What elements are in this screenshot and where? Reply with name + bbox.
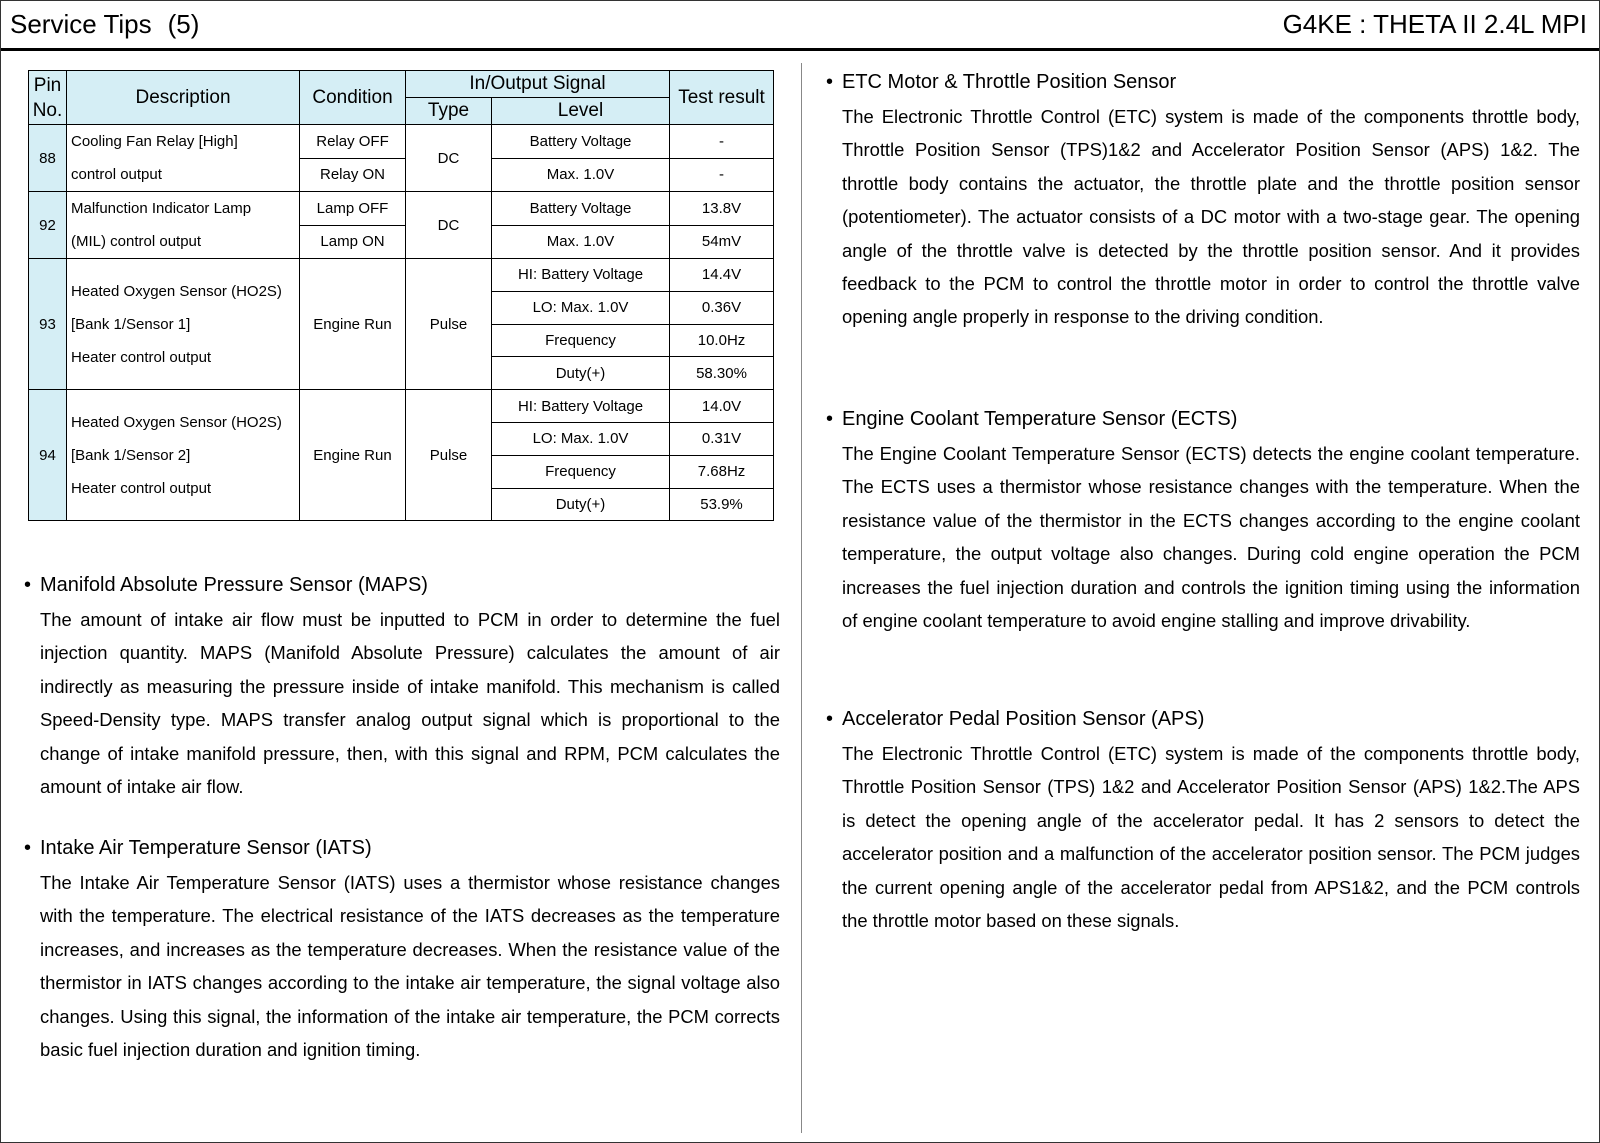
page-header: [1, 1, 1599, 51]
section-title: Intake Air Temperature Sensor (IATS): [40, 837, 372, 859]
column-divider: [801, 63, 802, 1133]
description-line: Heated Oxygen Sensor (HO2S): [71, 282, 282, 300]
description-cell: [67, 192, 300, 259]
section-heading: [24, 836, 780, 860]
section-iats: [24, 836, 780, 1066]
section-heading: [826, 707, 1580, 731]
section-body: The amount of intake air flow must be inputted to PCM in order to determine the fuel injection quantity. MAPS (Manifold Absolute Pressure) calculates the amount of air indirectly as measuring the pressure inside of intake manifold. This mechanism is called Speed-Density type. MAPS transfer analog output signal which is proportional to the change of intake manifold pressure, then, with this signal and RPM, PCM calculates the amount of intake air flow.: [40, 609, 780, 798]
section-body: The Electronic Throttle Control (ETC) system is made of the components throttle body, Throttle Position Sensor (TPS) 1&2 and Accelerator Position Sensor (APS) 1&2.The APS is detect the opening angle of the accelerator pedal. It has 2 sensors to detect the accelerator position and a malfunction of the accelerator position sensor. The PCM judges the current opening angle of the accelerator pedal from APS1&2, and the PCM controls the throttle motor based on these signals.: [842, 743, 1580, 932]
description-line: (MIL) control output: [71, 233, 202, 250]
description-cell: [67, 125, 300, 192]
result-cell: -: [670, 125, 774, 159]
type-cell: DC: [406, 192, 492, 259]
level-cell: HI: Battery Voltage: [492, 390, 670, 423]
header-level: Level: [492, 98, 670, 125]
description-cell: [67, 259, 300, 390]
table-row: [29, 259, 774, 292]
pin-cell: 94: [29, 390, 67, 521]
level-cell: Battery Voltage: [492, 125, 670, 159]
level-cell: HI: Battery Voltage: [492, 259, 670, 292]
section-title: Accelerator Pedal Position Sensor (APS): [842, 708, 1205, 730]
table-row: [29, 125, 774, 159]
bullet-icon: •: [826, 71, 834, 93]
page-title: [10, 9, 199, 40]
bullet-icon: •: [826, 408, 834, 430]
page-title-text: Service Tips: [10, 9, 152, 39]
condition-cell: Relay ON: [300, 158, 406, 192]
level-cell: Battery Voltage: [492, 192, 670, 226]
table-row: [29, 390, 774, 423]
condition-cell: Lamp OFF: [300, 192, 406, 226]
description-line: control output: [71, 166, 162, 183]
condition-cell: Relay OFF: [300, 125, 406, 159]
section-title: Manifold Absolute Pressure Sensor (MAPS): [40, 574, 428, 596]
header-type: Type: [406, 98, 492, 125]
type-cell: DC: [406, 125, 492, 192]
result-cell: 14.4V: [670, 259, 774, 292]
description-line: [Bank 1/Sensor 1]: [71, 315, 191, 333]
result-cell: 54mV: [670, 225, 774, 259]
description-line: Heater control output: [71, 479, 212, 497]
engine-label: G4KE : THETA II 2.4L MPI: [1282, 9, 1587, 39]
pin-signal-table: [28, 70, 774, 521]
table-header-row: [29, 71, 774, 98]
section-heading: [24, 573, 780, 597]
section-ects: [826, 407, 1580, 637]
header-io-signal: In/Output Signal: [406, 71, 670, 98]
level-cell: Frequency: [492, 455, 670, 488]
type-cell: Pulse: [406, 259, 492, 390]
level-cell: LO: Max. 1.0V: [492, 291, 670, 324]
condition-cell: Engine Run: [300, 390, 406, 521]
section-maps: [24, 573, 780, 803]
section-body: The Electronic Throttle Control (ETC) system is made of the components throttle body, Throttle Position Sensor (TPS)1&2 and Accelerator Position Sensor (APS) 1&2. The throttle body contains the actuator, the throttle plate and the throttle position sensor (potentiometer). The actuator consists of a DC motor with a two-stage gear. The opening angle of the throttle valve is detected by the throttle position sensor. And it provides feedback to the PCM to control the throttle motor in order to control the throttle valve opening angle properly in response to the driving condition.: [842, 106, 1580, 328]
level-cell: Duty(+): [492, 357, 670, 390]
section-body: The Engine Coolant Temperature Sensor (ECTS) detects the engine coolant temperature. The ECTS uses a thermistor whose resistance changes with the temperature. When the resistance value of the thermistor in the ECTS changes according to the engine coolant temperature, the output voltage also changes. During cold engine operation the PCM increases the fuel injection duration and controls the ignition timing using the information of engine coolant temperature to avoid engine stalling and improve drivability.: [842, 443, 1580, 632]
level-cell: Frequency: [492, 324, 670, 357]
level-cell: Duty(+): [492, 488, 670, 521]
table-row: [29, 192, 774, 226]
header-test-result: Test result: [670, 71, 774, 125]
level-cell: Max. 1.0V: [492, 225, 670, 259]
section-heading: [826, 407, 1580, 431]
pin-cell: 92: [29, 192, 67, 259]
result-cell: 58.30%: [670, 357, 774, 390]
level-cell: LO: Max. 1.0V: [492, 422, 670, 455]
condition-cell: Lamp ON: [300, 225, 406, 259]
result-cell: 13.8V: [670, 192, 774, 226]
condition-cell: Engine Run: [300, 259, 406, 390]
result-cell: 53.9%: [670, 488, 774, 521]
bullet-icon: •: [24, 837, 32, 859]
result-cell: -: [670, 158, 774, 192]
description-line: Heater control output: [71, 348, 212, 366]
section-body: The Intake Air Temperature Sensor (IATS) uses a thermistor whose resistance changes with the temperature. The electrical resistance of the IATS decreases as the temperature increases, and increases as the temperature decreases. When the resistance value of the thermistor in IATS changes according to the intake air temperature, the signal voltage also changes. Using this signal, the information of the intake air temperature, the PCM corrects basic fuel injection duration and ignition timing.: [40, 872, 780, 1061]
description-line: Heated Oxygen Sensor (HO2S): [71, 413, 282, 431]
description-line: Cooling Fan Relay [High]: [71, 133, 238, 150]
header-description: Description: [67, 71, 300, 125]
header-pin-no: Pin No.: [29, 71, 67, 125]
result-cell: 0.31V: [670, 422, 774, 455]
section-aps: [826, 707, 1580, 937]
section-title: ETC Motor & Throttle Position Sensor: [842, 71, 1177, 93]
page-number: (5): [167, 9, 200, 39]
section-title: Engine Coolant Temperature Sensor (ECTS): [842, 408, 1238, 430]
result-cell: 7.68Hz: [670, 455, 774, 488]
bullet-icon: •: [826, 708, 834, 730]
result-cell: 10.0Hz: [670, 324, 774, 357]
description-cell: [67, 390, 300, 521]
type-cell: Pulse: [406, 390, 492, 521]
bullet-icon: •: [24, 574, 32, 596]
result-cell: 0.36V: [670, 291, 774, 324]
section-heading: [826, 70, 1580, 94]
level-cell: Max. 1.0V: [492, 158, 670, 192]
section-etc: [826, 70, 1580, 334]
pin-cell: 88: [29, 125, 67, 192]
result-cell: 14.0V: [670, 390, 774, 423]
description-line: Malfunction Indicator Lamp: [71, 200, 252, 217]
header-condition: Condition: [300, 71, 406, 125]
pin-cell: 93: [29, 259, 67, 390]
description-line: [Bank 1/Sensor 2]: [71, 446, 191, 464]
